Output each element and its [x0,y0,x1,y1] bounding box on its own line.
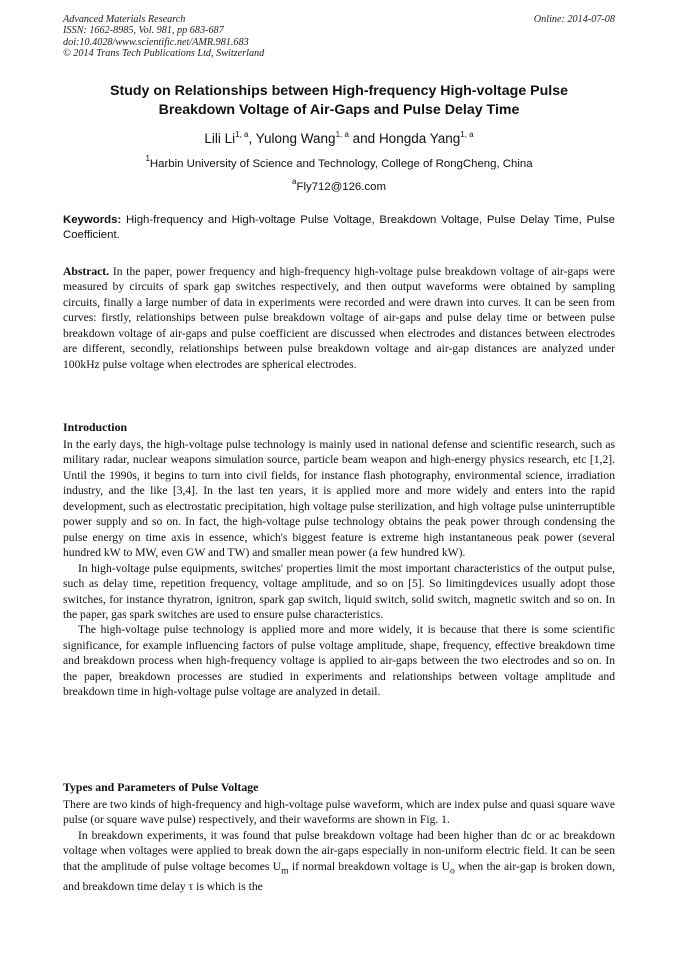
section-heading-types: Types and Parameters of Pulse Voltage [63,780,259,794]
affiliation-sup: 1 [145,154,150,163]
journal-header [63,14,615,60]
author-name: Yulong Wang [255,131,336,146]
affiliation [63,154,615,171]
email-text[interactable]: Fly712@126.com [296,181,386,193]
types-body [63,797,615,894]
keywords [63,213,615,243]
paragraph: There are two kinds of high-frequency and high-voltage pulse waveform, which are index pulse and quasi square wave pulse (or square wave pulse) respectively, and their waveforms are shown in Fig. 1. [63,798,615,827]
author-name: Hongda Yang [378,131,461,146]
issn-line: ISSN: 1662-8985, Vol. 981, pp 683-687 [63,25,224,37]
title-line-2: Breakdown Voltage of Air-Gaps and Pulse Delay Time [158,102,520,118]
abstract-label: Abstract. [63,265,110,278]
author-name: Lili Li [204,131,236,146]
paragraph [63,828,615,894]
subscript: o [450,865,455,877]
author-sup: 1, a [235,130,249,139]
author-separator: and [348,131,379,146]
author-sup: 1, a [335,130,349,139]
journal-name: Advanced Materials Research [63,14,186,25]
author-sup: 1, a [460,130,474,139]
text-run: In breakdown experiments, it was found that pulse breakdown voltage had been higher than dc or ac breakdown voltage when voltages were applied to break down the air-gaps especially in non-uniform electric field. It can be seen that the amplitude of pulse voltage becomes U [63,828,615,873]
paragraph: In the early days, the high-voltage pulse technology is mainly used in national defense and scientific research, such as military radar, nuclear weapons simulation source, particle beam weapon and high-energy physics research, etc [1,2]. Until the 1990s, it begins to turn into civil fields, for instance flash photography, environmental science, irradiation industry, and the like [3,4]. In the last ten years, it is applied more and more widely and enters into the rapid development, such as electrostatic precipitation, high voltage pulse sterilization, and high voltage pulse uninterruptible power supply and so on. In fact, the high-voltage pulse technology obtains the peak power through condensing the pulse energy on time axis in essence, which's biggest feature is extreme high instantaneous peak power (several hundred kW to MW, even GW and TW) and smaller mean power (a few hundred kW). [63,438,615,560]
abstract [63,264,615,372]
keywords-text: High-frequency and High-voltage Pulse Voltage, Breakdown Voltage, Pulse Delay Time, Pulse Coefficient. [63,214,615,241]
affiliation-text: Harbin University of Science and Technology, College of RongCheng, China [149,158,533,170]
text-run: when the air-gap is broken down, and breakdown time delay τ is which is the [63,859,615,893]
doi-line: doi:10.4028/www.scientific.net/AMR.981.683 [63,36,249,48]
author-email [63,177,615,194]
email-sup: a [292,177,297,186]
introduction-body [63,437,615,700]
online-date: Online: 2014-07-08 [533,14,615,25]
title-line-1: Study on Relationships between High-frequency High-voltage Pulse [110,83,568,99]
subscript: m [281,865,289,877]
keywords-label: Keywords: [63,214,122,226]
copyright-line: © 2014 Trans Tech Publications Ltd, Switzerland [63,48,265,60]
paper-title [63,82,615,120]
author-list [63,131,615,147]
abstract-text: In the paper, power frequency and high-frequency high-voltage pulse breakdown voltage of air-gaps were measured by circuits of spark gap switches respectively, and then output waveforms were obtained by sampling circuits, finally a large number of data in experiments were recorded and were drawn into curves. It can be seen from curves: firstly, relationships between pulse breakdown voltage of air-gaps and pulse delay time or between pulse breakdown voltage of air-gaps and pulse coefficient are discussed when electrodes and distances between electrodes are different, secondly, relationships between pulse breakdown voltage and air-gap distances are analyzed under 100kHz pulse voltage when electrodes are spherical electrodes. [63,265,615,371]
paragraph: The high-voltage pulse technology is applied more and more widely, it is because that there is some scientific significance, for example influencing factors of pulse voltage amplitude, shape, frequency, effective breakdown time and breakdown process when high-frequency voltage is applied to air-gaps between the two electrodes and so on. In the paper, breakdown processes are studied in experiments and relationships between voltage amplitude and breakdown time in high-voltage pulse voltage are analyzed in detail. [63,623,615,699]
paragraph: In high-voltage pulse equipments, switches' properties limit the most important characteristics of the output pulse, such as delay time, repetition frequency, voltage amplitude, and so on [5]. So limitingdevices usually adopt those switches, for instance thyratron, ignitron, spark gap switch, liquid switch, solid switch, magnetic switch and so on. In the paper, gas spark switches are used to ensure pulse characteristics. [63,561,615,621]
author-separator: , [248,131,256,146]
text-run: if normal breakdown voltage is U [288,859,450,873]
section-heading-introduction: Introduction [63,420,128,434]
